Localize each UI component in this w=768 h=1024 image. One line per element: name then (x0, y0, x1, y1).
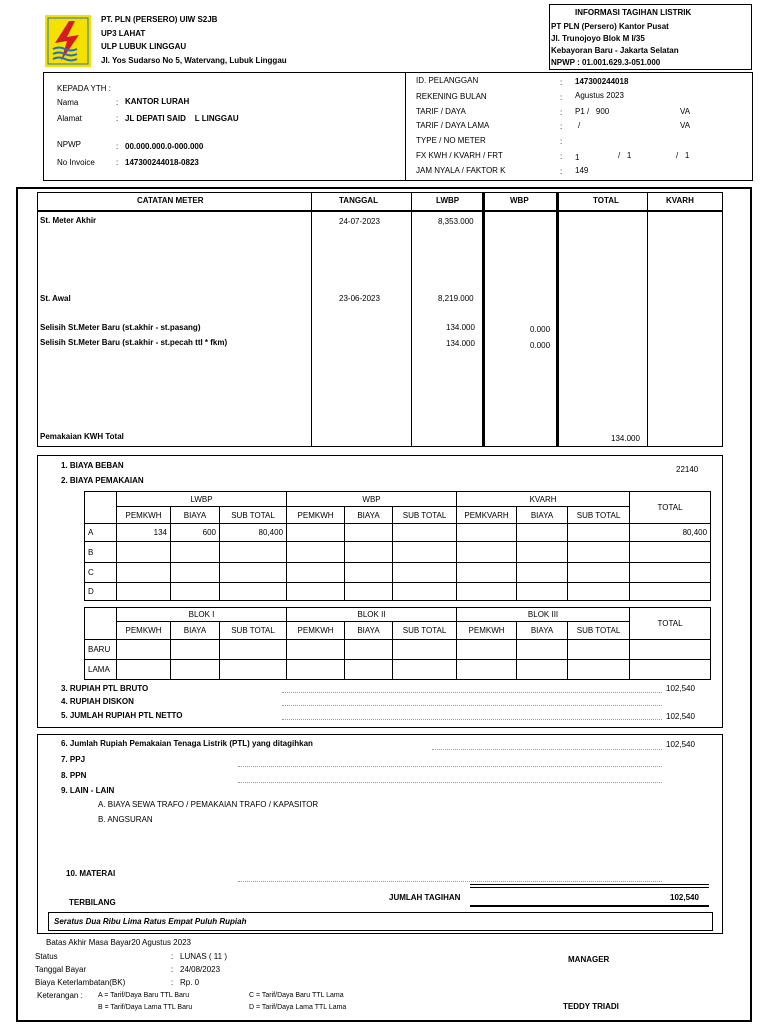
terbilang-label: TERBILANG (69, 898, 116, 907)
ptl-label: 6. Jumlah Rupiah Pemakaian Tenaga Listrik (PTL) yang ditagihkan (61, 739, 313, 748)
t2-sub: PEMKWH (457, 622, 517, 640)
t1-sub: PEMKWH (117, 507, 171, 524)
meter-selisih2-label: Selisih St.Meter Baru (st.akhir - st.pecah ttl * fkm) (40, 338, 228, 347)
diskon-label: 4. RUPIAH DISKON (61, 697, 134, 706)
company-address: Jl. Yos Sudarso No 5, Watervang, Lubuk Linggau (101, 56, 287, 65)
acc-jam: 149 (575, 166, 589, 175)
materai-label: 10. MATERAI (66, 869, 116, 878)
t1-sub: SUB TOTAL (393, 507, 457, 524)
acc-label-bulan: REKENING BULAN (416, 92, 487, 101)
tanggal-bayar-value: 24/08/2023 (180, 965, 221, 974)
meter-awal-tanggal: 23-06-2023 (339, 294, 380, 303)
info-line2: Jl. Trunojoyo Blok M I/35 (551, 34, 645, 43)
t1-group-lwbp: LWBP (117, 492, 287, 507)
nama-value: KANTOR LURAH (125, 97, 190, 106)
ppn-label: 8. PPN (61, 771, 87, 780)
meter-akhir-tanggal: 24-07-2023 (339, 217, 380, 226)
t1-sub: PEMKVARH (457, 507, 517, 524)
info-line3: Kebayoran Baru - Jakarta Selatan (551, 46, 679, 55)
meter-akhir-label: St. Meter Akhir (40, 216, 97, 225)
alamat-value: JL DEPATI SAID L LINGGAU (125, 114, 239, 123)
kepada-label: KEPADA YTH : (57, 84, 111, 93)
t2-sub: BIAYA (517, 622, 568, 640)
t1-group-wbp: WBP (287, 492, 457, 507)
meter-h-total: TOTAL (593, 196, 619, 205)
acc-label-tarif: TARIF / DAYA (416, 107, 466, 116)
acc-label-jam: JAM NYALA / FAKTOR K (416, 166, 506, 175)
meter-awal-lwbp: 8,219.000 (438, 294, 474, 303)
t1-total-header: TOTAL (630, 492, 711, 524)
ptl-value: 102,540 (666, 740, 695, 749)
meter-awal-label: St. Awal (40, 294, 71, 303)
jumlah-tagihan-label: JUMLAH TAGIHAN (389, 893, 461, 902)
t1-group-kvarh: KVARH (457, 492, 630, 507)
company-up3: UP3 LAHAT (101, 29, 146, 38)
t2-sub: SUB TOTAL (568, 622, 630, 640)
lain-label: 9. LAIN - LAIN (61, 786, 115, 795)
table-row: BARU (85, 640, 711, 660)
table-row: LAMA (85, 660, 711, 680)
meter-h-wbp: WBP (510, 196, 529, 205)
table-row: C (85, 563, 711, 583)
t2-group-blok2: BLOK II (287, 608, 457, 622)
info-title: INFORMASI TAGIHAN LISTRIK (575, 8, 692, 17)
acc-label-type: TYPE / NO METER (416, 136, 486, 145)
t2-group-blok1: BLOK I (117, 608, 287, 622)
table-row: B (85, 542, 711, 563)
jumlah-tagihan-value: 102,540 (670, 893, 699, 902)
batas-akhir: Batas Akhir Masa Bayar20 Agustus 2023 (46, 938, 191, 947)
invoice-value: 147300244018-0823 (125, 158, 199, 167)
meter-h-tanggal: TANGGAL (339, 196, 378, 205)
biaya-beban-label: 1. BIAYA BEBAN (61, 461, 124, 470)
meter-total-value: 134.000 (611, 434, 640, 443)
ket-c: C = Tarif/Daya Baru TTL Lama (249, 992, 344, 999)
acc-id: 147300244018 (575, 77, 629, 86)
meter-selisih1-label: Selisih St.Meter Baru (st.akhir - st.pasang) (40, 323, 201, 332)
acc-fx3: / 1 (676, 151, 690, 160)
t1-sub: SUB TOTAL (220, 507, 287, 524)
t1-sub: BIAYA (517, 507, 568, 524)
biaya-beban-value: 22140 (676, 465, 699, 474)
tagihan-box (37, 734, 723, 934)
meter-h-catatan: CATATAN METER (137, 196, 204, 205)
info-line1: PT PLN (Persero) Kantor Pusat (551, 22, 669, 31)
netto-value: 102,540 (666, 712, 695, 721)
acc-label-id: ID. PELANGGAN (416, 76, 479, 85)
manager-name: TEDDY TRIADI (563, 1002, 619, 1011)
acc-tarif-unit: VA (680, 107, 691, 116)
nama-label: Nama (57, 98, 79, 107)
t1-sub: BIAYA (171, 507, 220, 524)
netto-label: 5. JUMLAH RUPIAH PTL NETTO (61, 711, 183, 720)
t1-sub: SUB TOTAL (568, 507, 630, 524)
ket-b: B = Tarif/Daya Lama TTL Baru (98, 1004, 193, 1011)
t2-sub: BIAYA (345, 622, 393, 640)
table-row: A 134 600 80,400 80,400 (85, 524, 711, 542)
manager-label: MANAGER (568, 955, 610, 964)
meter-h-lwbp: LWBP (436, 196, 460, 205)
t2-sub: BIAYA (171, 622, 220, 640)
meter-selisih2-lwbp: 134.000 (446, 339, 475, 348)
acc-tarif-lama: / (578, 121, 581, 130)
keterangan-label: Keterangan : (37, 991, 83, 1000)
acc-label-fx: FX KWH / KVARH / FRT (416, 151, 503, 160)
meter-selisih1-wbp: 0.000 (530, 325, 551, 334)
npwp-value: 00.000.000.0-000.000 (125, 142, 204, 151)
lain-b-label: B. ANGSURAN (98, 815, 153, 824)
bruto-label: 3. RUPIAH PTL BRUTO (61, 684, 149, 693)
blok-table (84, 607, 711, 680)
meter-selisih1-lwbp: 134.000 (446, 323, 475, 332)
acc-tarif: P1 / 900 (575, 107, 610, 116)
company-name: PT. PLN (PERSERO) UIW S2JB (101, 15, 218, 24)
acc-label-tarif-lama: TARIF / DAYA LAMA (416, 121, 490, 130)
meter-total-label: Pemakaian KWH Total (40, 432, 124, 441)
t2-sub: PEMKWH (287, 622, 345, 640)
t2-group-blok3: BLOK III (457, 608, 630, 622)
lain-a-label: A. BIAYA SEWA TRAFO / PEMAKAIAN TRAFO / KAPASITOR (98, 800, 319, 809)
t2-total-header: TOTAL (630, 608, 711, 640)
t1-sub: BIAYA (345, 507, 393, 524)
bruto-value: 102,540 (666, 684, 695, 693)
pln-logo (45, 15, 91, 67)
table-row: D (85, 583, 711, 601)
meter-selisih2-wbp: 0.000 (530, 341, 551, 350)
meter-box (37, 192, 723, 447)
acc-fx1: 1 (575, 153, 580, 162)
npwp-label: NPWP (57, 140, 81, 149)
alamat-label: Alamat (57, 114, 82, 123)
invoice-label: No Invoice (57, 158, 95, 167)
company-ulp: ULP LUBUK LINGGAU (101, 42, 187, 51)
ket-d: D = Tarif/Daya Lama TTL Lama (249, 1004, 347, 1011)
acc-bulan: Agustus 2023 (575, 91, 624, 100)
status-value: LUNAS ( 11 ) (180, 952, 227, 961)
bk-label: Biaya Keterlambatan(BK) (35, 978, 126, 987)
t2-sub: SUB TOTAL (393, 622, 457, 640)
meter-akhir-lwbp: 8,353.000 (438, 217, 474, 226)
pemakaian-table (84, 491, 711, 601)
status-label: Status (35, 952, 58, 961)
meter-h-kvarh: KVARH (666, 196, 694, 205)
t2-sub: PEMKWH (117, 622, 171, 640)
terbilang-value: Seratus Dua Ribu Lima Ratus Empat Puluh Rupiah (54, 917, 247, 926)
t1-sub: PEMKWH (287, 507, 345, 524)
acc-fx2: / 1 (618, 151, 632, 160)
ket-a: A = Tarif/Daya Baru TTL Baru (98, 992, 190, 999)
acc-tarif-lama-unit: VA (680, 121, 691, 130)
ppj-label: 7. PPJ (61, 755, 86, 764)
tanggal-bayar-label: Tanggal Bayar (35, 965, 87, 974)
info-npwp: NPWP : 01.001.629.3-051.000 (551, 58, 661, 67)
bk-value: Rp. 0 (180, 978, 200, 987)
biaya-pemakaian-label: 2. BIAYA PEMAKAIAN (61, 476, 144, 485)
t2-sub: SUB TOTAL (220, 622, 287, 640)
